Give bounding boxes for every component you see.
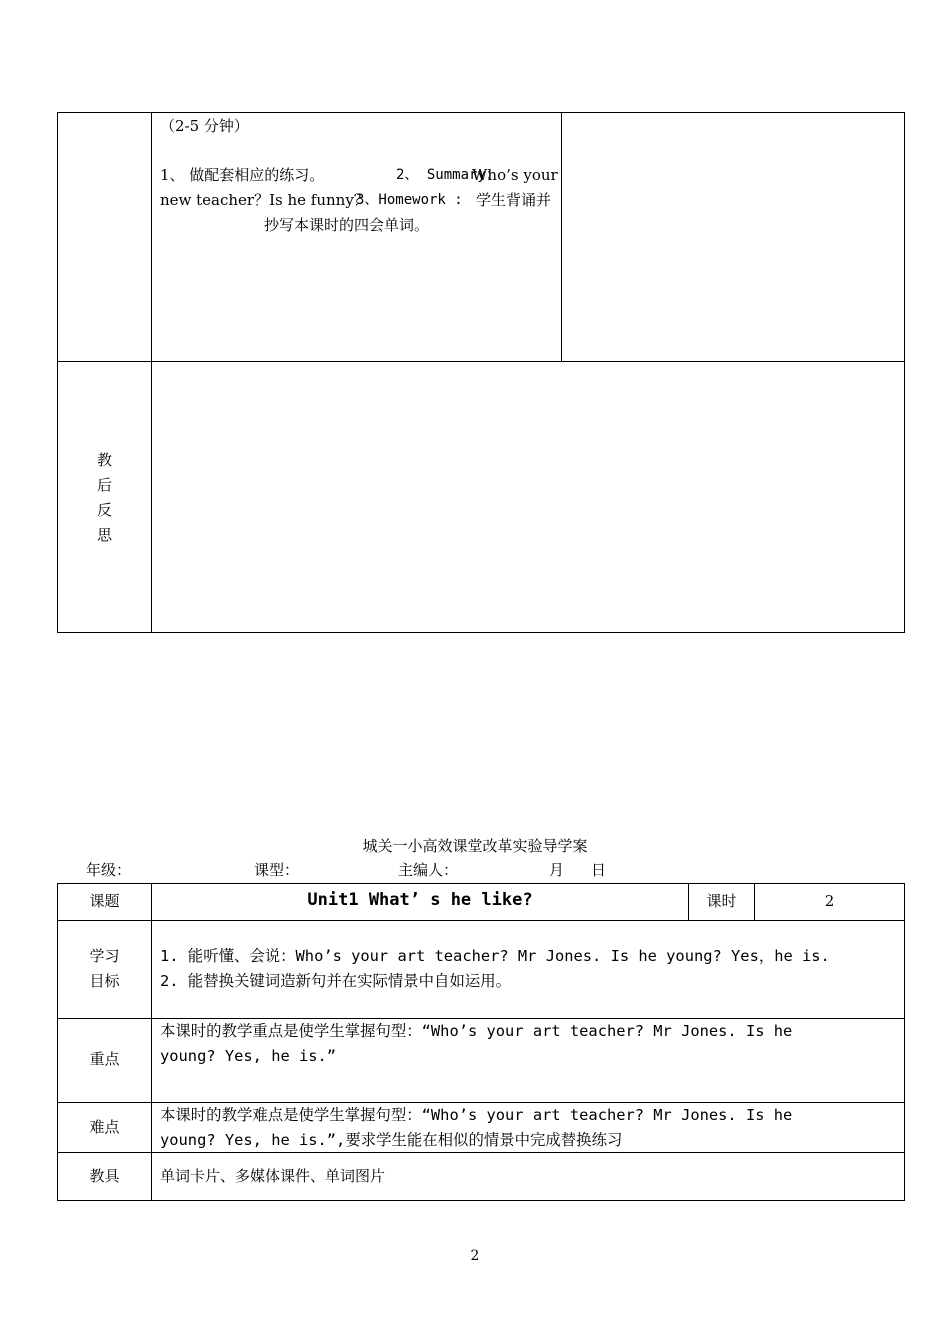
goals-label-1: 学习 xyxy=(89,947,120,965)
reflection-label xyxy=(58,448,151,548)
time-note: （2-5 分钟） xyxy=(160,117,249,135)
tools-label: 教具 xyxy=(89,1167,120,1185)
tools-value: 单词卡片、多媒体课件、单词图片 xyxy=(160,1167,386,1185)
steps-line-3: 抄写本课时的四会单词。 xyxy=(264,216,430,234)
steps-line-2a: new teacher？Is he funny？ xyxy=(160,191,369,209)
key-label: 重点 xyxy=(89,1050,120,1068)
grade-label: 年级： xyxy=(86,861,132,879)
goals-label-2: 目标 xyxy=(89,972,120,990)
type-label: 课型： xyxy=(254,861,300,879)
goal-1: 1. 能听懂、会说：Who’s your art teacher? Mr Jones. Is he young? Yes，he is. xyxy=(160,947,830,965)
difficult-line-2: young? Yes, he is.”,要求学生能在相似的情景中完成替换练习 xyxy=(160,1131,623,1149)
difficult-line-1: 本课时的教学难点是使学生掌握句型：“Who’s your art teacher? Mr Jones. Is he xyxy=(160,1106,793,1124)
reflection-char: 反 xyxy=(96,501,112,519)
steps-line-1c: Who’s your xyxy=(472,166,558,184)
key-line-2: young? Yes, he is.” xyxy=(160,1047,337,1065)
steps-line-2c: 学生背诵并 xyxy=(476,191,552,209)
page-number: 2 xyxy=(470,1248,480,1264)
goal-2: 2. 能替换关键词造新句并在实际情景中自如运用。 xyxy=(160,972,512,990)
topic-value: Unit1 What’ s he like? xyxy=(307,890,533,910)
topic-label: 课题 xyxy=(89,892,120,910)
editor-label: 主编人： xyxy=(398,861,459,879)
day-label: 日 xyxy=(591,861,607,879)
reflection-char: 思 xyxy=(96,526,112,544)
key-line-1: 本课时的教学重点是使学生掌握句型：“Who’s your art teacher? Mr Jones. Is he xyxy=(160,1022,793,1040)
month-label: 月 xyxy=(549,861,565,879)
steps-line-1b: 2、 Summary： xyxy=(396,167,500,183)
reflection-char: 教 xyxy=(96,451,112,469)
period-label: 课时 xyxy=(706,892,737,910)
steps-line-1a: 1、 做配套相应的练习。 xyxy=(160,166,325,184)
doc-title: 城关一小高效课堂改革实验导学案 xyxy=(362,837,588,855)
steps-line-2b: 3、Homework : xyxy=(356,192,463,208)
difficult-label: 难点 xyxy=(89,1118,120,1136)
reflection-char: 后 xyxy=(96,476,112,494)
period-value: 2 xyxy=(824,892,835,910)
